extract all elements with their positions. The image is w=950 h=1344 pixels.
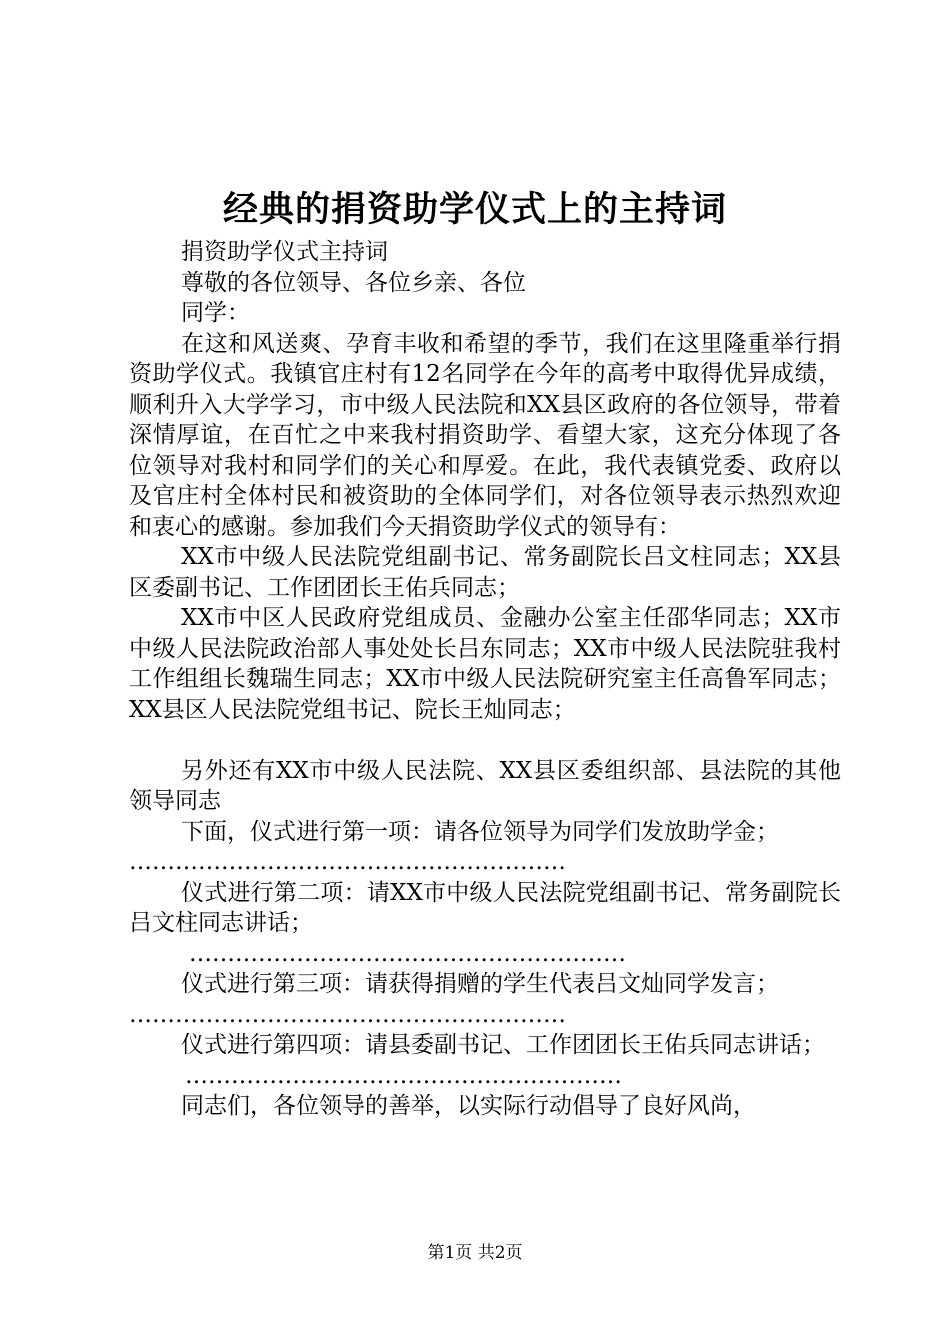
paragraph-closing: 同志们，各位领导的善举，以实际行动倡导了良好风尚， — [181, 1093, 756, 1119]
paragraph-opening: 在这和风送爽、孕育丰收和希望的季节，我们在这里隆重举行捐资助学仪式。我镇官庄村有12名同学在今年的高考中取得优异成绩，顺利升入大学学习，市中级人民法院和XX县区政府的各位领导，带着深情厚谊，在百忙之中来我村捐资助学、看望大家，这充分体现了各位领导对我村和同学们的关心和厚爱。在此，我代表镇党委、政府以及官庄村全体村民和被资助的全体同学们，对各位领导表示热烈欢迎和衷心的感谢。参加我们今天捐资助学仪式的领导有： — [129, 330, 841, 540]
paragraph-item-2: 仪式进行第二项：请XX市中级人民法院党组副书记、常务副院长吕文柱同志讲话； — [129, 879, 841, 936]
paragraph-other-leaders: 另外还有XX市中级人民法院、XX县区委组织部、县法院的其他领导同志 — [129, 757, 841, 814]
paragraph-leaders-1: XX市中级人民法院党组副书记、常务副院长吕文柱同志；XX县区委副书记、工作团团长王佑兵同志； — [129, 544, 841, 601]
paragraph-item-3: 仪式进行第三项：请获得捐赠的学生代表吕文灿同学发言； — [181, 971, 779, 997]
document-title: 经典的捐资助学仪式上的主持词 — [222, 189, 727, 230]
ellipsis-line-1: ………………………………………………… — [129, 849, 566, 875]
paragraph-leaders-2: XX市中区人民政府党组成员、金融办公室主任邵华同志；XX市中级人民法院政治部人事处处长吕东同志；XX市中级人民法院驻我村工作组组长魏瑞生同志；XX市中级人民法院研究室主任高鲁军同志；XX县区人民法院党组书记、院长王灿同志； — [129, 605, 841, 723]
blank-line — [129, 725, 841, 756]
paragraph-item-1: 下面，仪式进行第一项：请各位领导为同学们发放助学金； — [181, 818, 779, 845]
ellipsis-line-2: ………………………………………………… — [189, 940, 626, 967]
ellipsis-line-4: ………………………………………………… — [185, 1062, 622, 1089]
document-body — [129, 237, 841, 1122]
paragraph-item-4: 仪式进行第四项：请县委副书记、工作团团长王佑兵同志讲话； — [181, 1032, 825, 1058]
paragraph-salutation: 尊敬的各位领导、各位乡亲、各位 — [181, 269, 526, 296]
ellipsis-line-3: ………………………………………………… — [129, 1001, 566, 1028]
page-number-footer: 第1页 共2页 — [427, 1243, 523, 1263]
paragraph-salutation-cont: 同学： — [181, 300, 250, 326]
paragraph-subtitle: 捐资助学仪式主持词 — [181, 239, 388, 265]
